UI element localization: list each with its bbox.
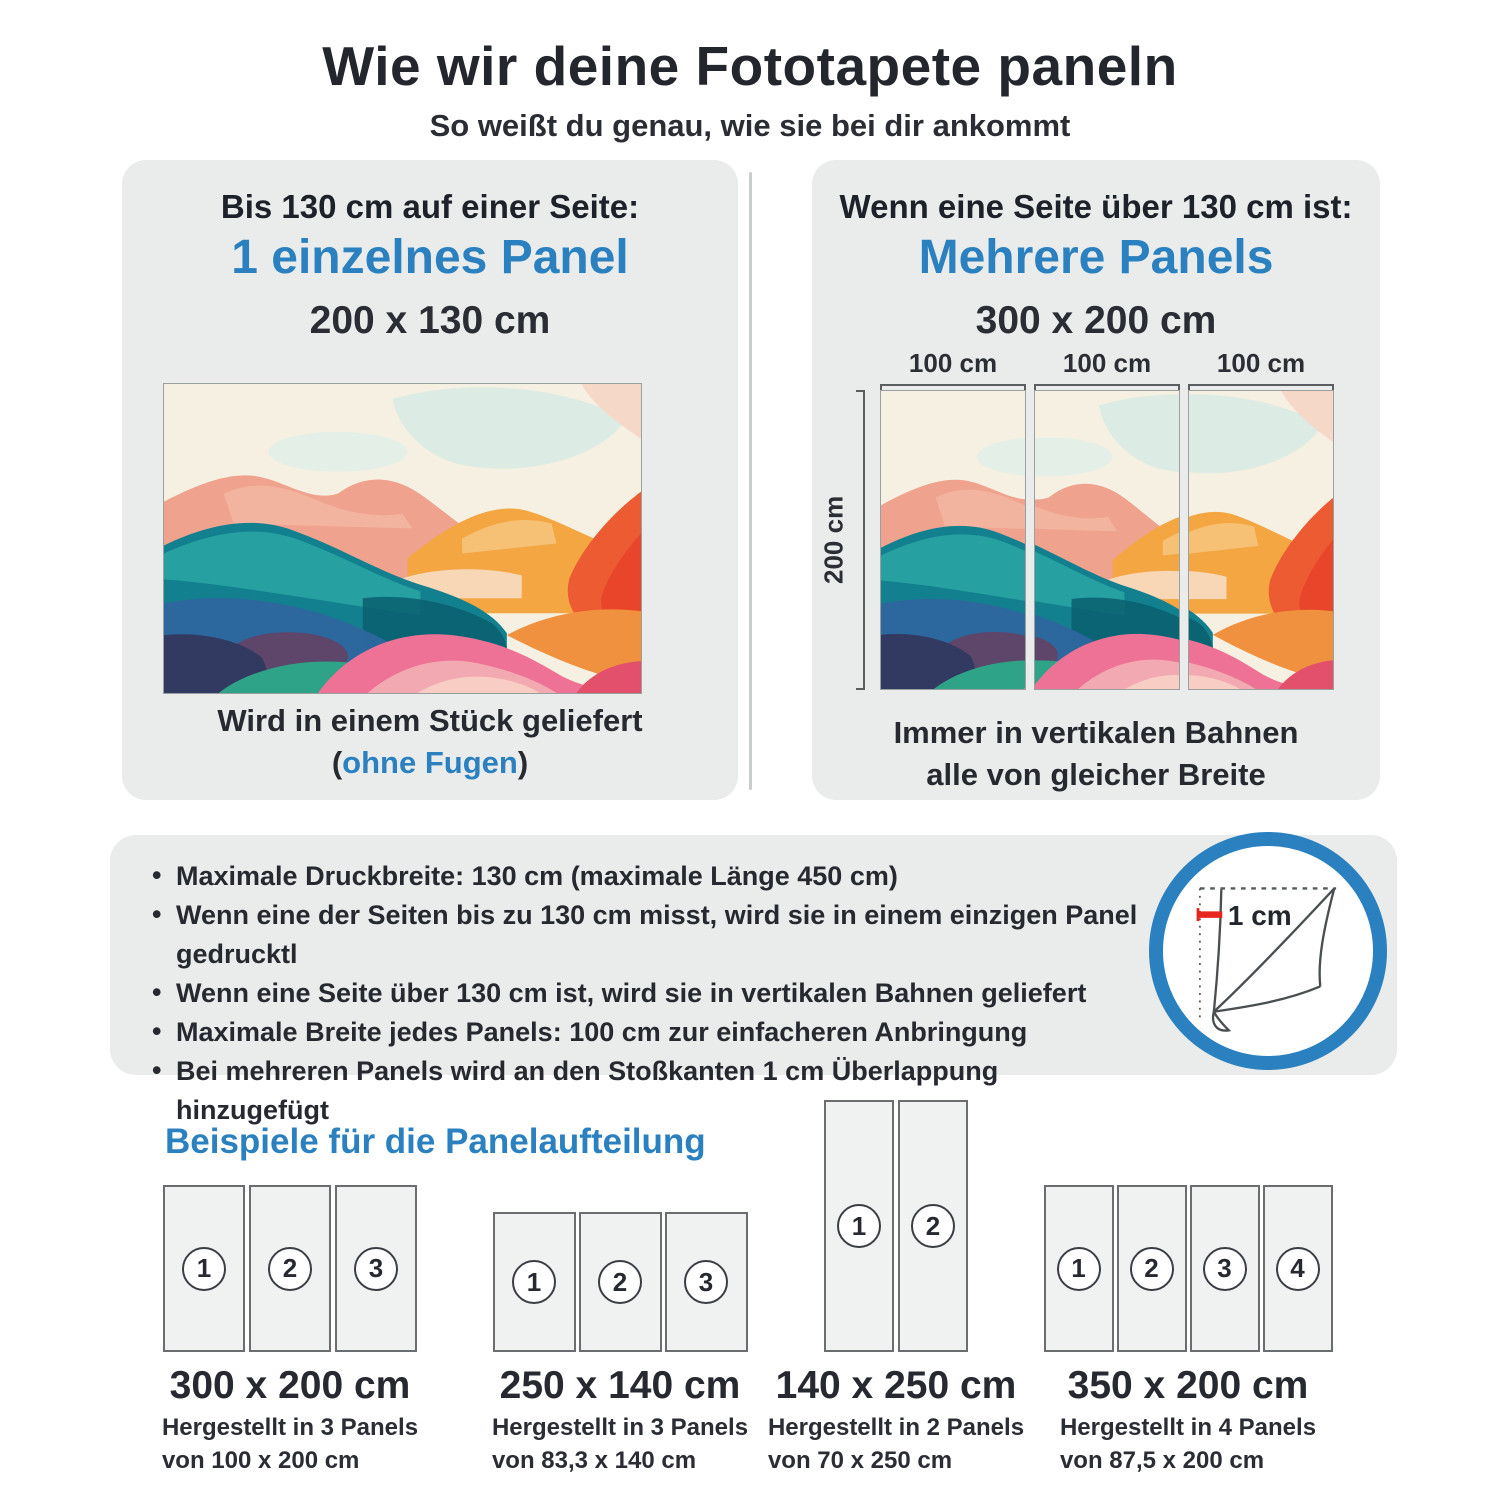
multi-panel-condition: Wenn eine Seite über 130 cm ist: <box>839 188 1353 225</box>
example-detail-line2: von 100 x 200 cm <box>161 1447 360 1474</box>
overlap-measure-label: 1 cm <box>1227 899 1292 931</box>
example-size: 350 x 200 cm <box>1067 1364 1309 1407</box>
single-panel-caption-line1: Wird in einem Stück geliefert <box>217 703 643 738</box>
panel <box>1044 1185 1114 1352</box>
example-detail-line1: Hergestellt in 3 Panels <box>491 1414 749 1441</box>
multi-panel-headline: Mehrere Panels <box>918 231 1274 284</box>
panel-number: 4 <box>1276 1247 1320 1291</box>
wallpaper-artwork <box>1034 391 1180 690</box>
width-label-3: 100 cm <box>1216 348 1306 378</box>
width-label-2: 100 cm <box>1062 348 1152 378</box>
example-size: 250 x 140 cm <box>499 1364 741 1407</box>
single-panel-caption <box>122 700 738 784</box>
multi-panel-caption <box>812 712 1380 796</box>
height-label: 200 cm <box>818 495 849 585</box>
panel <box>824 1100 894 1352</box>
panel-number: 1 <box>1057 1247 1101 1291</box>
example-detail-line2: von 83,3 x 140 cm <box>491 1447 697 1474</box>
example-detail <box>1060 1411 1316 1477</box>
header <box>0 34 1500 144</box>
examples-title: Beispiele für die Panelaufteilung <box>165 1122 706 1162</box>
note-item: • Maximale Druckbreite: 130 cm (maximale Länge 450 cm) <box>150 857 1150 896</box>
notes-list <box>150 857 1150 1130</box>
section-divider <box>749 172 752 790</box>
panel-number: 3 <box>684 1260 728 1304</box>
single-panel-size: 200 x 130 cm <box>309 299 551 342</box>
page-title: Wie wir deine Fototapete paneln <box>322 35 1178 97</box>
example-detail-line1: Hergestellt in 2 Panels <box>767 1414 1025 1441</box>
multi-panel-caption-line1: Immer in vertikalen Bahnen <box>893 715 1299 750</box>
single-panel-headline: 1 einzelnes Panel <box>231 231 629 284</box>
panel <box>249 1185 331 1352</box>
panel <box>493 1212 576 1352</box>
wallpaper-artwork <box>164 384 641 693</box>
panel <box>665 1212 748 1352</box>
multi-panel-section <box>812 160 1380 800</box>
example-detail <box>492 1411 748 1477</box>
multi-panel-caption-line2: alle von gleicher Breite <box>926 757 1266 792</box>
example-detail-line1: Hergestellt in 4 Panels <box>1059 1414 1317 1441</box>
example-detail-line2: von 87,5 x 200 cm <box>1059 1447 1265 1474</box>
example-panels <box>1044 1185 1333 1352</box>
page-subtitle: So weißt du genau, wie sie bei dir ankommt <box>429 108 1071 143</box>
paren-open: ( <box>331 745 343 780</box>
note-item: • Bei mehreren Panels wird an den Stoßkanten 1 cm Überlappung hinzugefügt <box>150 1052 1150 1130</box>
panel-number: 1 <box>512 1260 556 1304</box>
example-panels <box>163 1185 417 1352</box>
panel-number: 2 <box>1130 1247 1174 1291</box>
example-detail <box>162 1411 418 1477</box>
example-panels <box>824 1100 968 1352</box>
panel-strip-2 <box>1034 390 1180 690</box>
panel-number: 1 <box>837 1204 881 1248</box>
paren-close: ) <box>517 745 529 780</box>
panel-number: 2 <box>911 1204 955 1248</box>
wallpaper-artwork <box>1188 391 1334 690</box>
height-bracket <box>856 390 865 690</box>
note-item: • Wenn eine Seite über 130 cm ist, wird sie in vertikalen Bahnen geliefert <box>150 974 1150 1013</box>
example-detail-line1: Hergestellt in 3 Panels <box>161 1414 419 1441</box>
example-detail-line2: von 70 x 250 cm <box>767 1447 953 1474</box>
example-detail <box>768 1411 1024 1477</box>
single-panel-preview <box>163 383 642 694</box>
single-panel-caption-highlight: ohne Fugen <box>342 745 518 780</box>
multi-panel-size: 300 x 200 cm <box>975 299 1217 342</box>
panel-number: 3 <box>1203 1247 1247 1291</box>
panel-number: 2 <box>268 1247 312 1291</box>
note-item: • Maximale Breite jedes Panels: 100 cm zur einfacheren Anbringung <box>150 1013 1150 1052</box>
panel-number: 1 <box>182 1247 226 1291</box>
panel <box>1117 1185 1187 1352</box>
page-curl-icon <box>1170 853 1366 1049</box>
example-size: 140 x 250 cm <box>775 1364 1017 1407</box>
panel-number: 3 <box>354 1247 398 1291</box>
single-panel-condition: Bis 130 cm auf einer Seite: <box>220 188 640 225</box>
width-label-1: 100 cm <box>908 348 998 378</box>
panel <box>898 1100 968 1352</box>
panel-strip-1 <box>880 390 1026 690</box>
panel-strip-3 <box>1188 390 1334 690</box>
panel <box>579 1212 662 1352</box>
single-panel-section <box>122 160 738 800</box>
panel-number: 2 <box>598 1260 642 1304</box>
example-140x250 <box>740 1100 1052 1477</box>
wallpaper-artwork <box>881 391 1026 690</box>
panel <box>1190 1185 1260 1352</box>
overlap-badge <box>1149 832 1387 1070</box>
example-size: 300 x 200 cm <box>169 1364 411 1407</box>
example-300x200 <box>130 1185 450 1477</box>
panel <box>163 1185 245 1352</box>
note-item: • Wenn eine der Seiten bis zu 130 cm misst, wird sie in einem einzigen Panel gedrucktl <box>150 896 1150 974</box>
example-250x140 <box>460 1212 780 1477</box>
example-350x200 <box>1028 1185 1348 1477</box>
panel <box>335 1185 417 1352</box>
example-panels <box>493 1212 748 1352</box>
panel <box>1263 1185 1333 1352</box>
